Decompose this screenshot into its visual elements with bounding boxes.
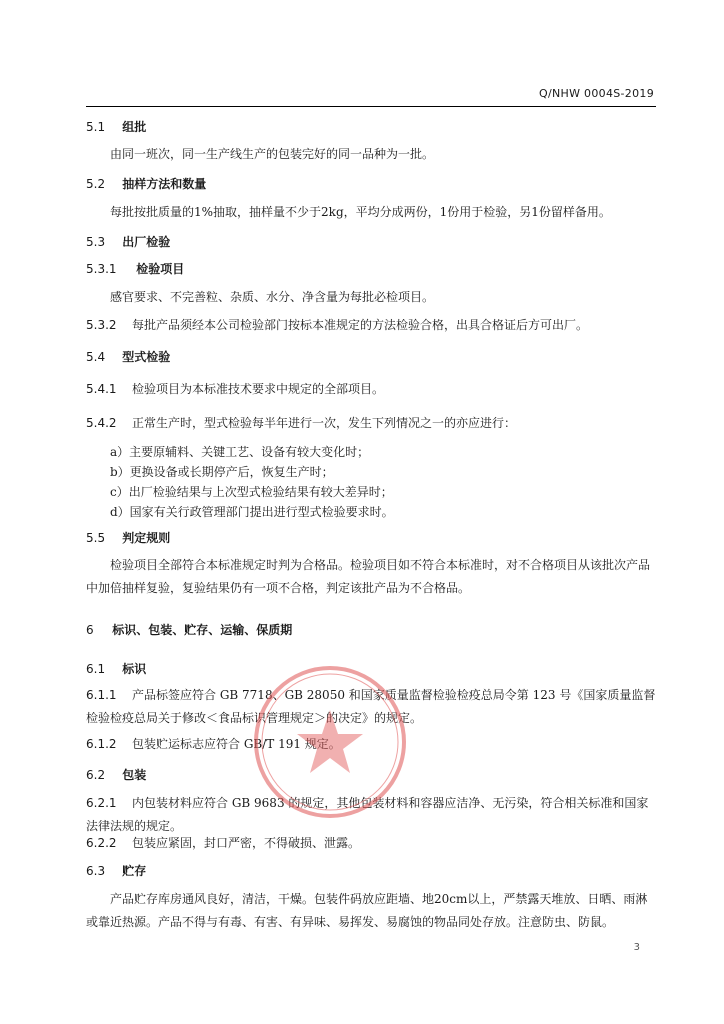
- section-number: 6.2.1: [86, 796, 117, 810]
- section-title: 抽样方法和数量: [122, 177, 207, 191]
- section-title: 出厂检验: [122, 235, 171, 249]
- list-item: c）出厂检验结果与上次型式检验结果有较大差异时；: [110, 485, 393, 499]
- paragraph-5-3-1: 感官要求、不完善粒、杂质、水分、净含量为每批必检项目。: [110, 290, 435, 304]
- header-rule: [86, 106, 656, 107]
- section-title: 标识、包装、贮存、运输、保质期: [112, 623, 293, 637]
- section-number: 5.1: [86, 120, 106, 134]
- section-number: 5.4: [86, 350, 106, 364]
- section-title: 型式检验: [122, 350, 171, 364]
- page-number: 3: [633, 942, 640, 953]
- section-number: 6.1: [86, 662, 106, 676]
- section-number: 5.2: [86, 177, 106, 191]
- section-title: 贮存: [122, 864, 147, 878]
- heading-5-1: [86, 116, 658, 139]
- clause-text: 内包装材料应符合 GB 9683 的规定，其他包装材料和容器应洁净、无污染，符合相关标准和国家法律法规的规定。: [86, 796, 649, 833]
- clause-text: 包装贮运标志应符合 GB/T 191 规定。: [132, 737, 341, 751]
- heading-5-3-1: [86, 258, 658, 281]
- heading-5-4: [86, 346, 658, 369]
- section-number: 5.5: [86, 531, 106, 545]
- section-number: 5.4.2: [86, 416, 117, 430]
- section-number: 6.3: [86, 864, 106, 878]
- clause-text: 包装应紧固，封口严密，不得破损、泄露。: [132, 836, 361, 850]
- section-number: 6.2: [86, 768, 106, 782]
- section-title: 组批: [122, 120, 147, 134]
- heading-6-3: [86, 860, 658, 883]
- heading-5-2: [86, 173, 658, 196]
- section-number: 6.1.1: [86, 688, 117, 702]
- clause-text: 产品标签应符合 GB 7718、GB 28050 和国家质量监督检验检疫总局令第 123 号《国家质量监督检验检疫总局关于修改＜食品标识管理规定＞的决定》的规定。: [86, 688, 656, 725]
- paragraph-5-2: 每批按批质量的1%抽取，抽样量不少于2kg，平均分成两份，1份用于检验，另1份留样备用。: [110, 205, 611, 219]
- section-number: 5.3.2: [86, 318, 117, 332]
- section-number: 6.1.2: [86, 737, 117, 751]
- document-code: Q/NHW 0004S-2019: [539, 87, 654, 100]
- list-item: a）主要原辅料、关键工艺、设备有较大变化时；: [110, 445, 370, 459]
- company-seal-stamp: [250, 662, 410, 822]
- paragraph-6-2-2: [86, 832, 658, 855]
- section-number: 5.3.1: [86, 262, 117, 276]
- section-title: 包装: [122, 768, 147, 782]
- clause-text: 每批产品须经本公司检验部门按标本准规定的方法检验合格，出具合格证后方可出厂。: [132, 318, 589, 332]
- clause-text: 正常生产时，型式检验每半年进行一次，发生下列情况之一的亦应进行：: [132, 416, 517, 430]
- paragraph-5-3-2: [86, 314, 658, 337]
- heading-5-5: [86, 527, 658, 550]
- paragraph-5-5: 检验项目全部符合本标准规定时判为合格品。检验项目如不符合本标准时，对不合格项目从该批次产品中加倍抽样复验，复验结果仍有一项不合格，判定该批产品为不合格品。: [86, 558, 651, 595]
- paragraph-5-4-2: [86, 412, 658, 435]
- clause-text: 检验项目为本标准技术要求中规定的全部项目。: [132, 382, 385, 396]
- section-title: 检验项目: [136, 262, 185, 276]
- section-number: 5.3: [86, 235, 106, 249]
- section-number: 6.2.2: [86, 836, 117, 850]
- paragraph-5-4-1: [86, 378, 658, 401]
- paragraph-5-1: 由同一班次，同一生产线生产的包装完好的同一品种为一批。: [110, 147, 435, 161]
- list-item: d）国家有关行政管理部门提出进行型式检验要求时。: [110, 505, 394, 519]
- section-number: 5.4.1: [86, 382, 117, 396]
- section-title: 判定规则: [122, 531, 171, 545]
- list-item: b）更换设备或长期停产后，恢复生产时；: [110, 465, 334, 479]
- section-number: 6: [86, 623, 94, 637]
- heading-6: [86, 619, 658, 642]
- heading-5-3: [86, 231, 658, 254]
- paragraph-6-3: 产品贮存库房通风良好，清洁，干燥。包装件码放应距墙、地20cm以上，严禁露天堆放、日晒、雨淋或靠近热源。产品不得与有毒、有害、有异味、易挥发、易腐蚀的物品同处存放。注意防虫、防鼠。: [86, 892, 648, 929]
- section-title: 标识: [122, 662, 147, 676]
